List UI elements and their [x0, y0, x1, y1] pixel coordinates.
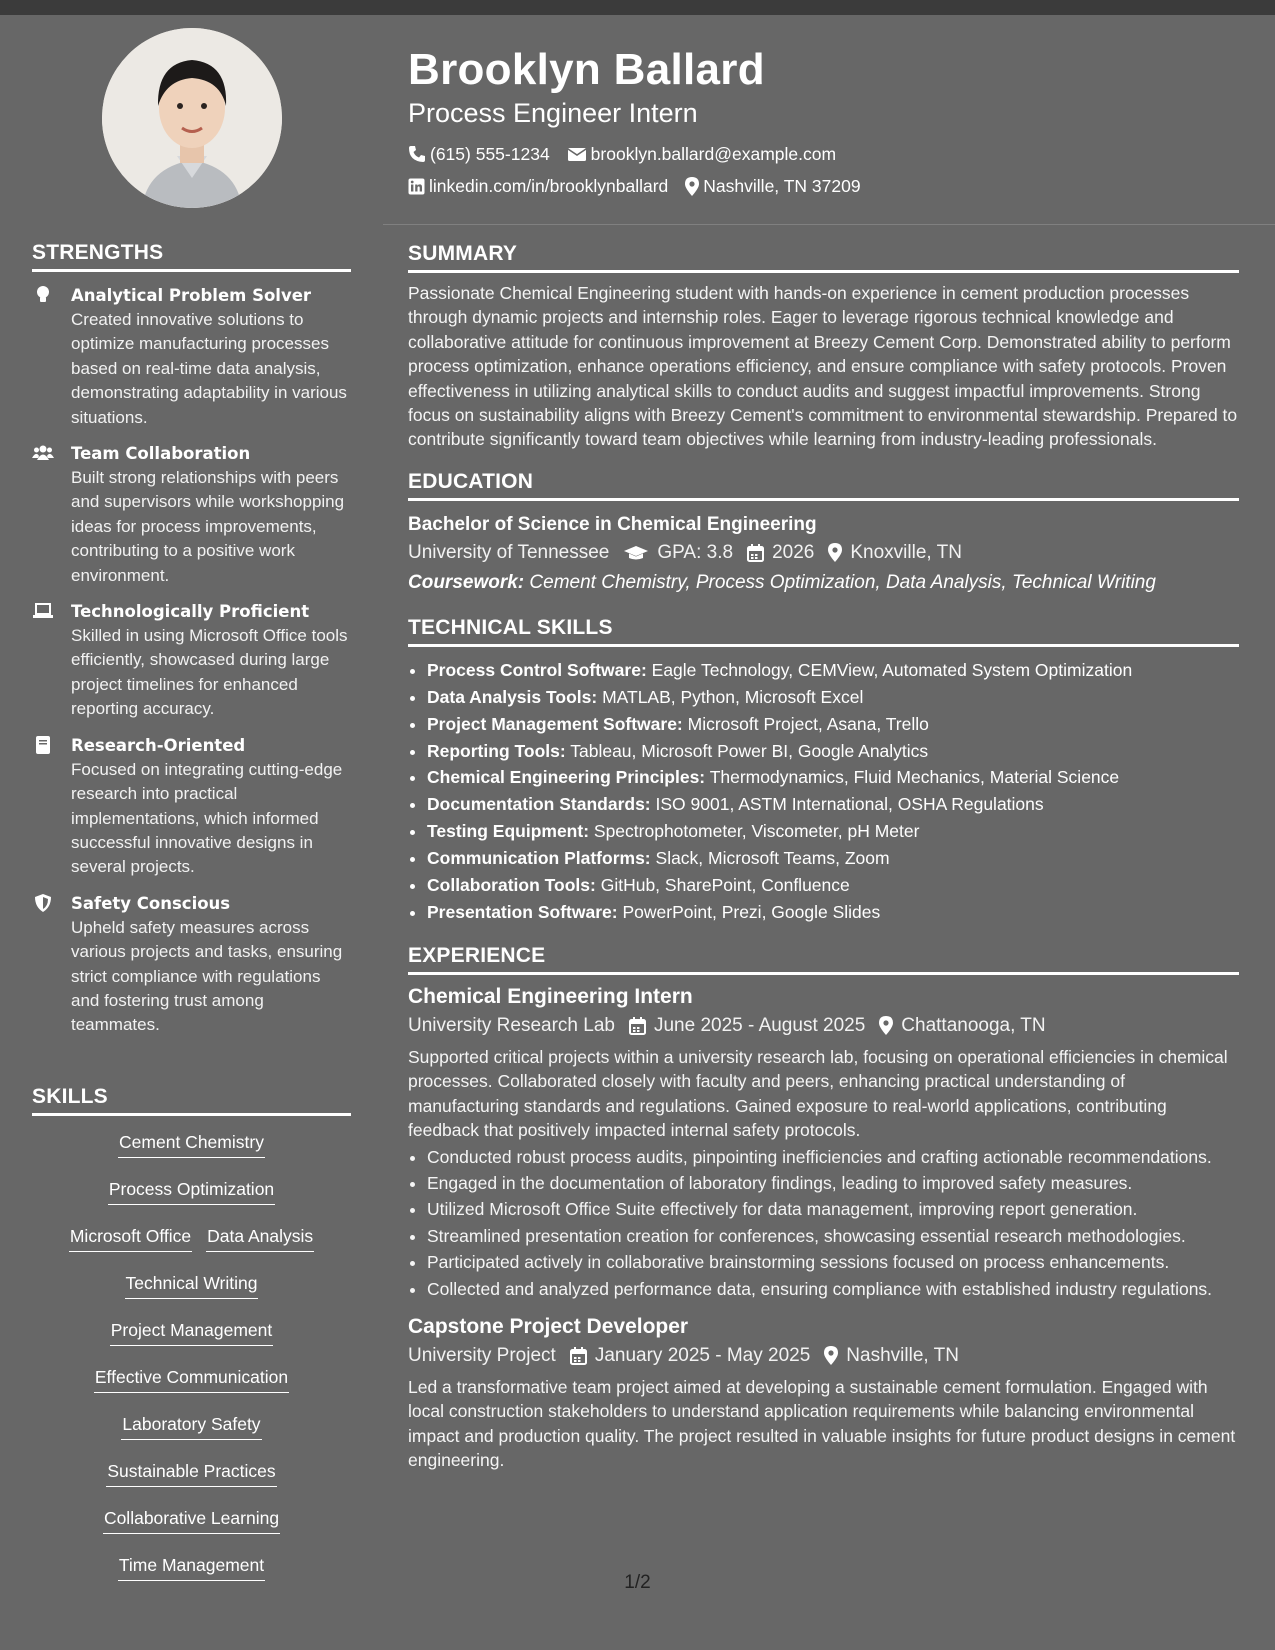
strength-title: Technologically Proficient [71, 602, 310, 622]
tech-skill-value: Thermodynamics, Fluid Mechanics, Material Science [709, 767, 1120, 788]
tech-skill-label: Documentation Standards: [427, 794, 651, 815]
list-item [427, 764, 1239, 791]
summary-text: Passionate Chemical Engineering student with hands-on experience in cement production processes through dynamic projects and internship roles. Eager to leverage rigorous technical knowledge and collaborative attitude for continuous improvement at Breezy Cement Corp. Demonstrated ability to perform process optimization, enhance operations efficiency, and ensure compliance with safety protocols. Proven effectiveness in utilizing analytical skills to conduct audits and suggest impactful improvements. Strong focus on sustainability aligns with Breezy Cement's commitment to environmental stewardship. Prepared to contribute significantly toward team objectives while learning from industry-leading professionals. [408, 283, 1238, 450]
job-dates-wrap [570, 1341, 810, 1371]
phone-text: (615) 555-1234 [430, 144, 550, 164]
skills-list [32, 1130, 351, 1600]
skills-title: SKILLS [32, 1085, 351, 1116]
tech-skill-label: Testing Equipment: [427, 821, 590, 842]
list-item: • Streamlined presentation creation for conferences, showcasing essential research methodologies. [427, 1224, 1239, 1248]
list-item: • Conducted robust process audits, pinpointing inefficiencies and crafting actionable recommendations. [427, 1145, 1239, 1169]
education-gpa: GPA: 3.8 [657, 541, 734, 563]
header-divider [383, 224, 1275, 225]
list-item [427, 872, 1239, 899]
tech-skill-label: Chemical Engineering Principles: [427, 767, 706, 788]
job-description: Supported critical projects within a university research lab, focusing on operational efficiencies in chemical processes. Collaborated closely with faculty and peers, enhancing practical understanding of manufacturing standards and regulations. Gained exposure to real-world applications, contributing feedback that positively impacted internal safety protocols. [408, 1046, 1228, 1141]
linkedin-icon [408, 178, 425, 195]
location-text: Nashville, TN 37209 [703, 176, 861, 196]
linkedin-contact [408, 175, 668, 197]
coursework-label: Coursework: [408, 571, 525, 593]
lightbulb-icon [32, 285, 54, 305]
job-bullets [408, 1145, 1239, 1301]
list-item: • Engaged in the documentation of laboratory findings, leading to improved safety measures. [427, 1171, 1239, 1195]
job-location-wrap [824, 1341, 959, 1371]
education-degree: Bachelor of Science in Chemical Engineering [408, 513, 817, 535]
skill-tag: Sustainable Practices [106, 1459, 276, 1487]
strength-desc: Skilled in using Microsoft Office tools efficiently, showcased during large project timelines for enhanced reporting accuracy. [71, 626, 348, 719]
graduation-cap-icon [623, 545, 649, 561]
list-item: • Collected and analyzed performance data, ensuring compliance with established industry regulations. [427, 1277, 1239, 1301]
list-item: • Utilized Microsoft Office Suite effectively for data management, improving report generation. [427, 1197, 1239, 1221]
list-item [427, 711, 1239, 738]
education-title: EDUCATION [408, 470, 1239, 501]
list-item [427, 818, 1239, 845]
strengths-title: STRENGTHS [32, 241, 351, 272]
list-item [427, 657, 1239, 684]
strength-item [32, 284, 351, 430]
skill-tag: Microsoft Office [69, 1224, 192, 1252]
strength-item [32, 892, 351, 1038]
main-column [408, 242, 1239, 1473]
strength-desc: Upheld safety measures across various projects and tasks, ensuring strict compliance with regulations and fostering trust among teammates. [71, 917, 343, 1035]
job-title: Chemical Engineering Intern [408, 984, 693, 1008]
skill-tag: Time Management [118, 1553, 265, 1581]
page-number: 1/2 [624, 1572, 651, 1593]
education-location: Knoxville, TN [850, 541, 962, 563]
profile-photo [102, 28, 282, 208]
list-item [427, 899, 1239, 926]
envelope-icon [567, 146, 587, 162]
technical-skills-title: TECHNICAL SKILLS [408, 616, 1239, 647]
tech-skill-label: Process Control Software: [427, 659, 647, 680]
calendar-icon [570, 1347, 587, 1365]
shield-icon [32, 893, 54, 913]
strengths-section [32, 241, 351, 1038]
skill-tag: Laboratory Safety [121, 1412, 261, 1440]
tech-skill-value: Eagle Technology, CEMView, Automated System Optimization [651, 659, 1133, 680]
laptop-icon [32, 601, 54, 621]
calendar-icon [629, 1017, 646, 1035]
map-marker-icon [824, 1346, 838, 1365]
strength-item [32, 442, 351, 588]
book-icon [32, 735, 54, 755]
contact-info [408, 138, 1248, 202]
strength-item [32, 734, 351, 880]
list-item [427, 684, 1239, 711]
linkedin-text: linkedin.com/in/brooklynballard [429, 176, 669, 196]
top-bar [0, 0, 1275, 15]
job-org: University Research Lab [408, 1014, 615, 1036]
job-dates: January 2025 - May 2025 [594, 1344, 811, 1366]
skill-tag: Data Analysis [206, 1224, 314, 1252]
strength-title: Research-Oriented [71, 735, 246, 755]
skills-section [32, 1085, 351, 1600]
map-marker-icon [828, 543, 842, 562]
candidate-name: Brooklyn Ballard [408, 45, 765, 94]
strength-desc: Focused on integrating cutting-edge research into practical implementations, which informed successful innovative designs in several projects. [71, 759, 343, 877]
list-item [427, 738, 1239, 765]
skill-tag: Process Optimization [108, 1177, 275, 1205]
phone-contact [408, 143, 550, 165]
strength-title: Analytical Problem Solver [71, 286, 312, 305]
job-dates-wrap [629, 1011, 865, 1041]
coursework-list: Cement Chemistry, Process Optimization, Data Analysis, Technical Writing [529, 571, 1156, 593]
tech-skill-label: Collaboration Tools: [427, 875, 596, 896]
education-year-wrap [747, 538, 814, 568]
strength-desc: Created innovative solutions to optimize manufacturing processes based on real-time data analysis, demonstrating adaptability in various situations. [71, 310, 347, 427]
job-meta [408, 1011, 1239, 1041]
calendar-icon [747, 544, 764, 562]
coursework [408, 568, 1239, 598]
map-marker-icon [685, 177, 699, 196]
skill-tag: Collaborative Learning [103, 1506, 280, 1534]
experience-title: EXPERIENCE [408, 944, 1239, 975]
tech-skill-value: MATLAB, Python, Microsoft Excel [602, 686, 864, 707]
skill-tag: Project Management [110, 1318, 273, 1346]
map-marker-icon [879, 1016, 893, 1035]
candidate-role: Process Engineer Intern [408, 98, 698, 128]
tech-skill-value: Spectrophotometer, Viscometer, pH Meter [593, 821, 920, 842]
list-item: • Participated actively in collaborative brainstorming sessions focused on process enhancements. [427, 1250, 1239, 1274]
email-contact [567, 143, 836, 165]
education-gpa-wrap [623, 538, 733, 568]
job-location: Chattanooga, TN [901, 1014, 1046, 1036]
job-location: Nashville, TN [846, 1344, 959, 1366]
location-contact [685, 175, 860, 197]
education-year: 2026 [772, 541, 815, 563]
technical-skills-list [408, 657, 1239, 926]
users-icon [32, 443, 54, 463]
tech-skill-value: Slack, Microsoft Teams, Zoom [655, 848, 890, 869]
email-text: brooklyn.ballard@example.com [590, 144, 837, 164]
list-item [427, 791, 1239, 818]
job-description: Led a transformative team project aimed at developing a sustainable cement formulation. Engaged with local construction stakeholders to understand application requirements while balancing environmental impact and production quality. The project resulted in valuable insights for future product designs in cement engineering. [408, 1376, 1236, 1471]
tech-skill-label: Reporting Tools: [427, 740, 566, 761]
strength-item [32, 600, 351, 722]
tech-skill-value: ISO 9001, ASTM International, OSHA Regulations [655, 794, 1044, 815]
tech-skill-value: Microsoft Project, Asana, Trello [687, 713, 929, 734]
tech-skill-label: Data Analysis Tools: [427, 686, 598, 707]
summary-title: SUMMARY [408, 242, 1239, 273]
job-meta [408, 1341, 1239, 1371]
tech-skill-value: GitHub, SharePoint, Confluence [600, 875, 850, 896]
job-dates: June 2025 - August 2025 [653, 1014, 866, 1036]
education-school: University of Tennessee [408, 541, 610, 563]
education-meta [408, 538, 1239, 568]
strength-desc: Built strong relationships with peers and supervisors while workshopping ideas for process improvements, contributing to a positive work environment. [71, 468, 345, 585]
tech-skill-value: Tableau, Microsoft Power BI, Google Analytics [570, 740, 929, 761]
tech-skill-value: PowerPoint, Prezi, Google Slides [622, 902, 881, 922]
tech-skill-label: Project Management Software: [427, 713, 683, 734]
resume-header [408, 44, 1248, 202]
education-location-wrap [828, 538, 962, 568]
strength-title: Safety Conscious [71, 893, 231, 913]
phone-icon [408, 145, 426, 163]
skill-tag: Technical Writing [125, 1271, 259, 1299]
skill-tag: Effective Communication [94, 1365, 289, 1393]
skill-tag: Cement Chemistry [118, 1130, 265, 1158]
avatar [102, 28, 282, 208]
strength-title: Team Collaboration [71, 444, 251, 464]
job-location-wrap [879, 1011, 1045, 1041]
tech-skill-label: Presentation Software: [427, 902, 618, 922]
tech-skill-label: Communication Platforms: [427, 848, 651, 869]
job-org: University Project [408, 1344, 556, 1366]
job-title: Capstone Project Developer [408, 1314, 689, 1338]
list-item [427, 845, 1239, 872]
